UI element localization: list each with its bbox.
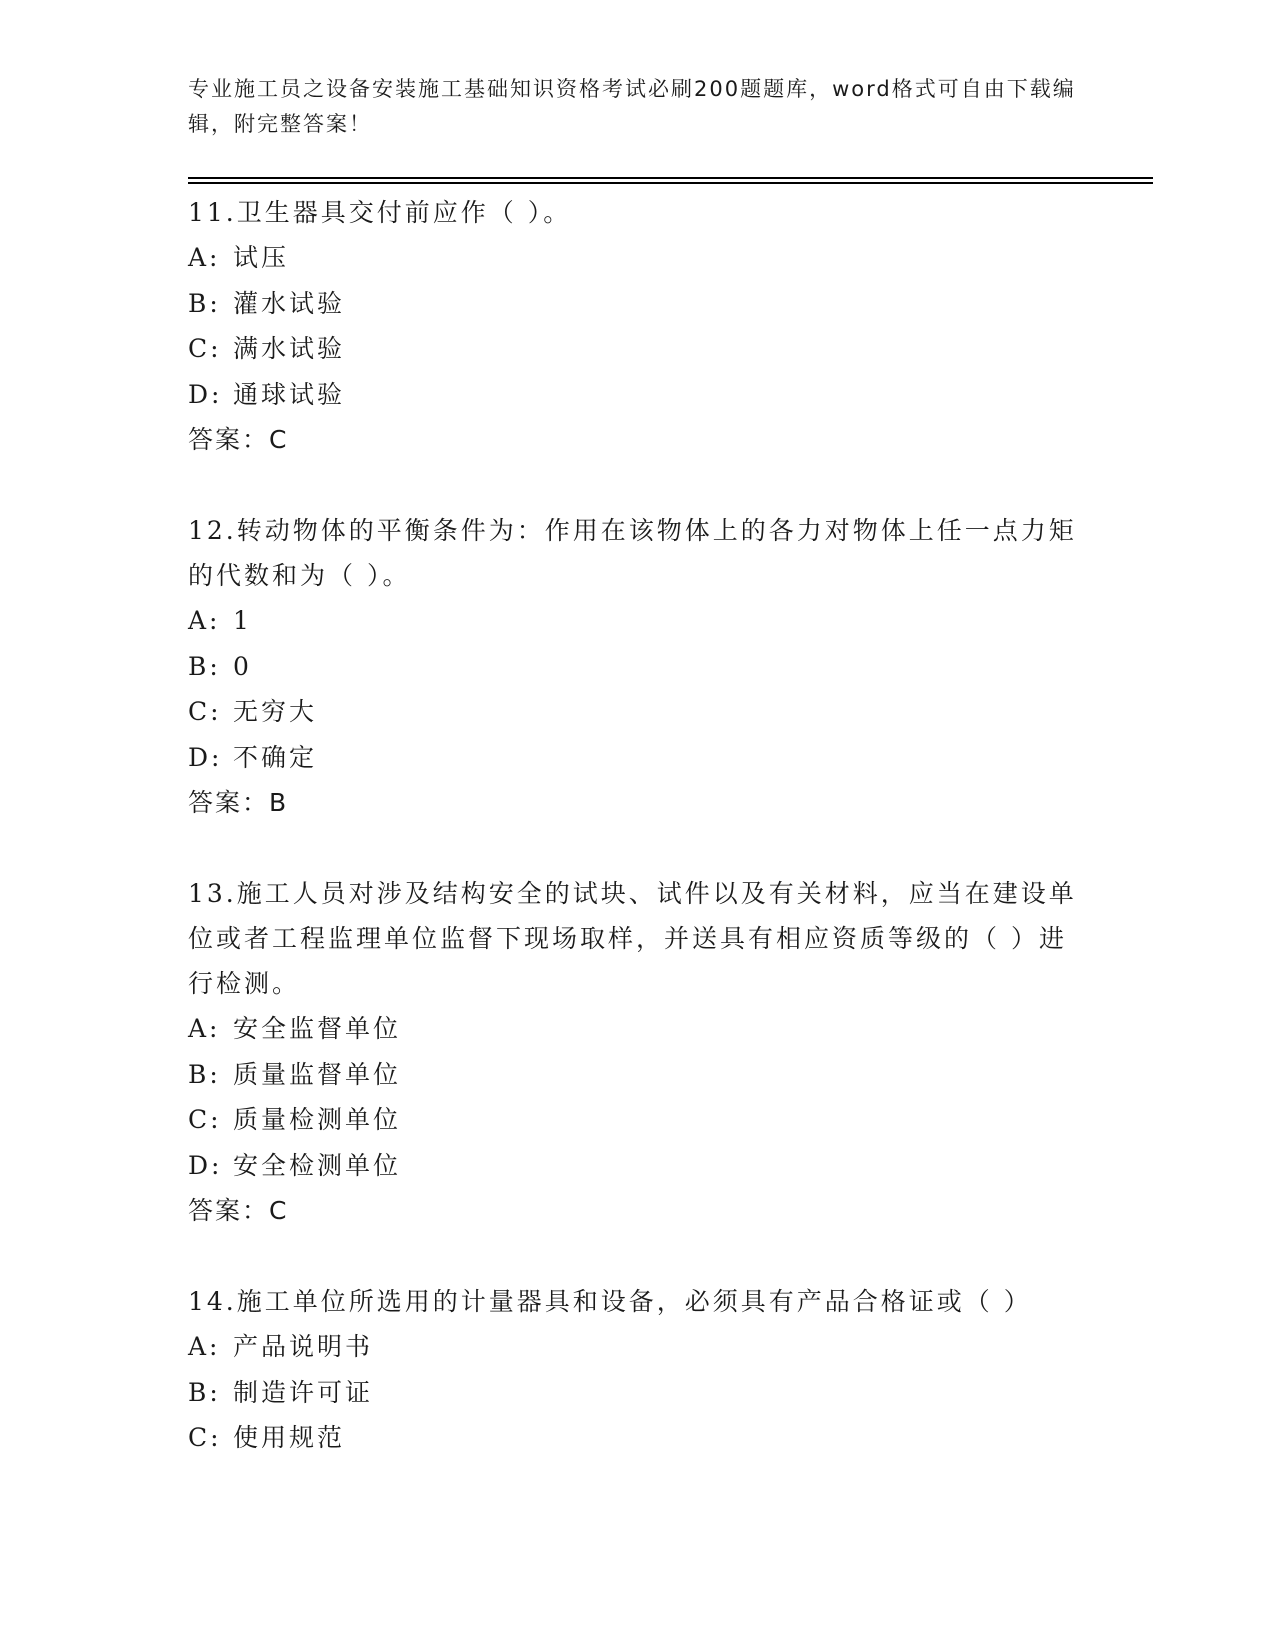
option-letter: B:	[188, 651, 221, 681]
option-c	[188, 326, 1088, 372]
option-letter: D:	[188, 742, 223, 772]
question-stem: 12.转动物体的平衡条件为：作用在该物体上的各力对物体上任一点力矩的代数和为（ ）。	[188, 516, 1077, 590]
option-d	[188, 372, 1088, 418]
option-text: 安全检测单位	[233, 1150, 402, 1180]
question-list	[188, 190, 1088, 1507]
option-text: 使用规范	[233, 1423, 346, 1452]
question-12	[188, 508, 1088, 825]
answer-line: 答案：C	[188, 425, 289, 454]
answer-line: 答案：C	[188, 1196, 289, 1225]
option-d	[188, 735, 1088, 781]
option-a	[188, 598, 1088, 644]
option-a	[188, 1006, 1088, 1052]
option-d	[188, 1143, 1088, 1189]
document-header: 专业施工员之设备安装施工基础知识资格考试必刷200题题库，word格式可自由下载编辑，附完整答案！	[188, 77, 1076, 136]
option-text: 1	[233, 606, 252, 635]
option-b	[188, 1052, 1088, 1098]
option-text: 0	[233, 651, 252, 681]
header-divider-bottom	[188, 182, 1153, 184]
option-letter: C:	[188, 334, 222, 363]
option-text: 质量监督单位	[233, 1059, 402, 1089]
option-letter: D:	[188, 379, 223, 409]
option-letter: A:	[188, 1332, 221, 1361]
option-a	[188, 1324, 1088, 1370]
option-letter: C:	[188, 697, 222, 726]
answer-line: 答案：B	[188, 788, 289, 817]
option-text: 满水试验	[233, 334, 346, 363]
question-14	[188, 1279, 1088, 1461]
question-13	[188, 871, 1088, 1233]
option-text: 通球试验	[233, 379, 346, 409]
question-11	[188, 190, 1088, 462]
option-letter: C:	[188, 1423, 222, 1452]
option-letter: B:	[188, 1377, 221, 1407]
option-text: 安全监督单位	[233, 1014, 402, 1043]
question-stem: 13.施工人员对涉及结构安全的试块、试件以及有关材料，应当在建设单位或者工程监理单位监督下现场取样，并送具有相应资质等级的（ ）进行检测。	[188, 879, 1077, 998]
option-b	[188, 644, 1088, 690]
option-text: 不确定	[233, 742, 318, 772]
option-c	[188, 1415, 1088, 1461]
option-text: 制造许可证	[233, 1377, 374, 1407]
header-divider-top	[188, 177, 1153, 179]
option-letter: A:	[188, 243, 221, 272]
option-c	[188, 689, 1088, 735]
option-text: 无穷大	[233, 697, 318, 726]
option-a	[188, 235, 1088, 281]
option-letter: C:	[188, 1105, 222, 1134]
option-text: 试压	[233, 243, 290, 272]
option-letter: A:	[188, 1014, 221, 1043]
option-letter: A:	[188, 606, 221, 635]
question-stem: 11.卫生器具交付前应作（ ）。	[188, 198, 572, 227]
option-letter: B:	[188, 1059, 221, 1089]
option-b	[188, 281, 1088, 327]
question-stem: 14.施工单位所选用的计量器具和设备，必须具有产品合格证或（ ）	[188, 1287, 1032, 1316]
option-c	[188, 1097, 1088, 1143]
option-letter: B:	[188, 288, 221, 318]
option-text: 产品说明书	[233, 1332, 374, 1361]
option-letter: D:	[188, 1150, 223, 1180]
option-text: 质量检测单位	[233, 1105, 402, 1134]
option-b	[188, 1370, 1088, 1416]
option-text: 灌水试验	[233, 288, 346, 318]
